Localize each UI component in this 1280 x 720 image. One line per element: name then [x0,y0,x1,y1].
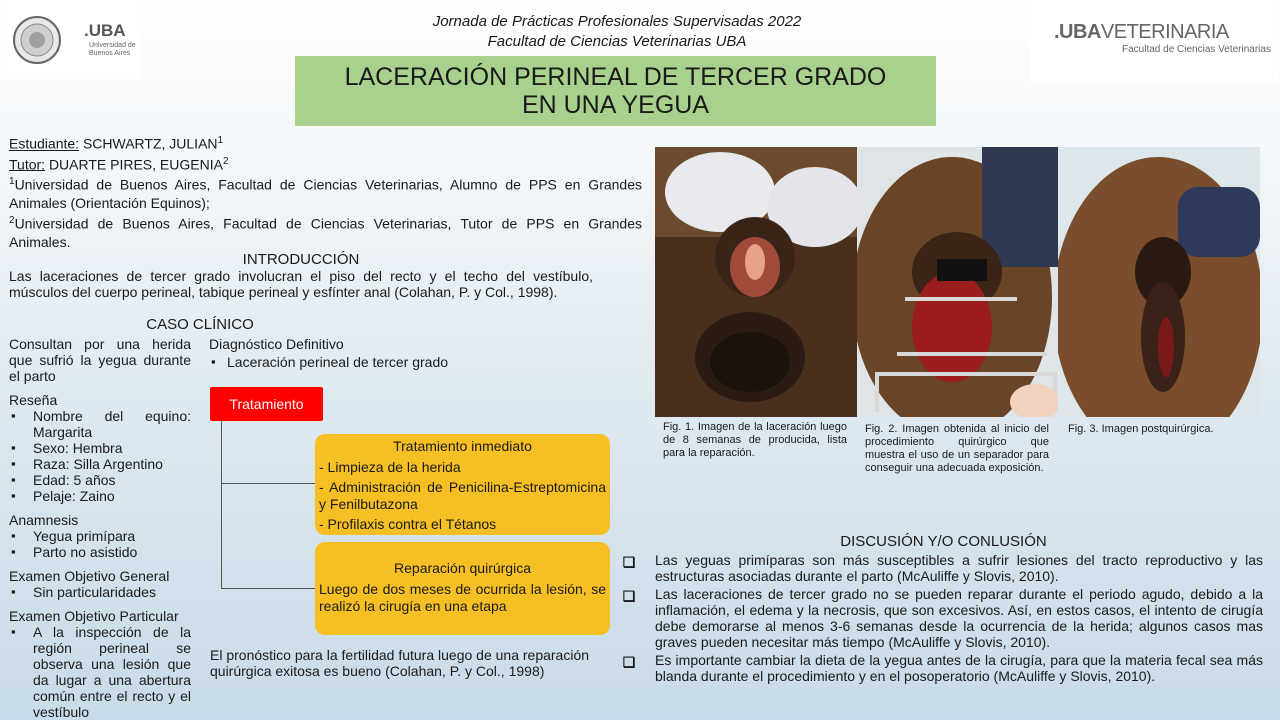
logo-right-brand-light: VETERINARIA [1100,21,1229,43]
affiliation-1 [9,173,642,212]
checkbox-bullet-icon: ❏ [622,588,636,604]
immediate-item: - Administración de Penicilina-Estreptomicina y Fenilbutazona [319,479,606,512]
uba-seal-icon [11,15,63,65]
list-item: ▪ Nombre del equino: Margarita [9,408,191,440]
surgery-box [315,542,610,635]
case-heading: CASO CLÍNICO [146,316,254,333]
tutor-sup: 2 [222,155,229,167]
discussion-item [622,652,1263,684]
tutor-line [9,153,642,174]
eop-list [9,624,191,720]
logo-right-sub: Facultad de Ciencias Veterinarias [1122,44,1271,55]
immediate-item: - Profilaxis contra el Tétanos [319,516,497,532]
aff1-sup: 1 [9,176,15,188]
immediate-treatment-box [315,434,610,535]
connector-immediate [221,483,315,484]
list-item: ▪ Pelaje: Zaino [9,488,191,504]
aff2-text: Universidad de Buenos Aires, Facultad de Ciencias Veterinarias, Tutor de PPS en Grandes Animales. [9,215,642,250]
list-item: ▪ Laceración perineal de tercer grado [209,354,509,370]
list-item: ▪ Edad: 5 años [9,472,191,488]
discussion-text: Las laceraciones de tercer grado no se pueden reparar durante el periodo agudo, debido a la inflamación, el edema y la necrosis, que son excesivos. Así, en estos casos, el intento de cirugía debe demorarse al menos 3-6 semanas desde la ocurrencia de la herida; algunos casos mas graves pueden necesitar más tiempo (McAuliffe y Slovis, 2010). [655,586,1263,650]
logo-left-sub2: Buenos Aires [89,50,131,57]
eog-label: Examen Objetivo General [9,568,170,584]
figure-1-caption: Fig. 1. Imagen de la laceración luego de 8 semanas de producida, lista para la reparación. [663,421,847,459]
list-item: ▪ Parto no asistido [9,544,191,560]
poster-title [295,56,936,126]
horse-perineum-photo-2 [857,147,1058,417]
authors-block [9,132,642,251]
aff1-text: Universidad de Buenos Aires, Facultad de Ciencias Veterinarias, Alumno de PPS en Grandes Animales (Orientación Equinos); [9,176,642,211]
logo-left-sub1: Universidad de [89,42,136,49]
event-name: Jornada de Prácticas Profesionales Supervisadas 2022 [432,13,802,30]
diagnosis-label: Diagnóstico Definitivo [209,336,344,352]
horse-perineum-photo-3 [1058,147,1260,417]
treatment-box: Tratamiento [210,387,323,421]
prognosis: El pronóstico para la fertilidad futura luego de una reparación quirúrgica exitosa es bueno (Colahan, P. y Col., 1998) [210,647,590,679]
affiliation-2 [9,212,642,251]
case-left-column [9,336,191,720]
eog-list [9,584,191,600]
discussion-block [622,552,1263,684]
resena-label: Reseña [9,392,58,408]
student-line [9,132,642,153]
discussion-item [622,586,1263,650]
student-name: SCHWARTZ, JULIAN [82,135,218,152]
logo-left-brand: .UBA [84,21,126,40]
discussion-item [622,552,1263,584]
figure-2-image [857,147,1058,417]
list-item: ▪ A la inspección de la región perineal se observa una lesión que da lugar a una abertura común entre el recto y el vestíbulo [9,624,191,720]
checkbox-bullet-icon: ❏ [622,554,636,570]
list-item: ▪ Raza: Silla Argentino [9,456,191,472]
tutor-name: DUARTE PIRES, EUGENIA [48,156,223,173]
figure-2-caption: Fig. 2. Imagen obtenida al inicio del procedimiento quirúrgico que muestra el uso de un separador para conseguir una adecuada exposición. [865,423,1049,474]
discussion-text: Es importante cambiar la dieta de la yegua antes de la cirugía, para que la materia fecal sea más blanda durante el procedimiento y en el posoperatorio (McAuliffe y Slovis, 2010). [655,652,1263,684]
checkbox-bullet-icon: ❏ [622,654,636,670]
anamnesis-list [9,528,191,560]
title-line-2: EN UNA YEGUA [521,91,710,119]
discussion-heading: DISCUSIÓN Y/O CONLUSIÓN [840,533,1047,550]
connector-vertical [221,421,222,589]
logo-left [1,1,141,79]
figure-1-image [655,147,857,417]
intro-heading: INTRODUCCIÓN [242,251,360,268]
discussion-text: Las yeguas primíparas son más susceptibles a sufrir lesiones del tracto reproductivo y las estructuras asociadas durante el parto (McAuliffe y Slovis, 2010). [655,552,1263,584]
logo-right-brand-bold: .UBA [1054,21,1101,43]
tutor-label: Tutor: [9,156,46,173]
immediate-item: - Limpieza de la herida [319,459,461,475]
student-label: Estudiante: [9,135,80,152]
title-line-1: LACERACIÓN PERINEAL DE TERCER GRADO [344,63,887,91]
list-item: ▪ Sexo: Hembra [9,440,191,456]
resena-list [9,408,191,504]
figure-3-image [1058,147,1260,417]
logo-right [1030,1,1279,81]
list-item: ▪ Yegua primípara [9,528,191,544]
surgery-text: Luego de dos meses de ocurrida la lesión, se realizó la cirugía en una etapa [319,581,606,614]
immediate-title: Tratamiento inmediato [393,438,532,454]
intro-text: Las laceraciones de tercer grado involucran el piso del recto y el techo del vestíbulo, músculos del cuerpo perineal, tabique perineal y esfínter anal (Colahan, P. y Col., 1998). [9,268,593,300]
diagnosis-block [209,336,509,370]
figure-3-caption: Fig. 3. Imagen postquirúrgica. [1068,423,1214,435]
surgery-title: Reparación quirúrgica [394,560,531,576]
connector-surgery [221,588,315,589]
horse-perineum-photo-1 [655,147,857,417]
eop-label: Examen Objetivo Particular [9,608,179,624]
diagnosis-list [209,354,509,370]
anamnesis-label: Anamnesis [9,512,79,528]
logo-right-brand [1054,21,1229,44]
aff2-sup: 2 [9,214,15,226]
consult-text: Consultan por una herida que sufrió la yegua durante el parto [9,336,191,384]
student-sup: 1 [217,135,224,146]
list-item: ▪ Sin particularidades [9,584,191,600]
faculty-name: Facultad de Ciencias Veterinarias UBA [487,33,747,50]
